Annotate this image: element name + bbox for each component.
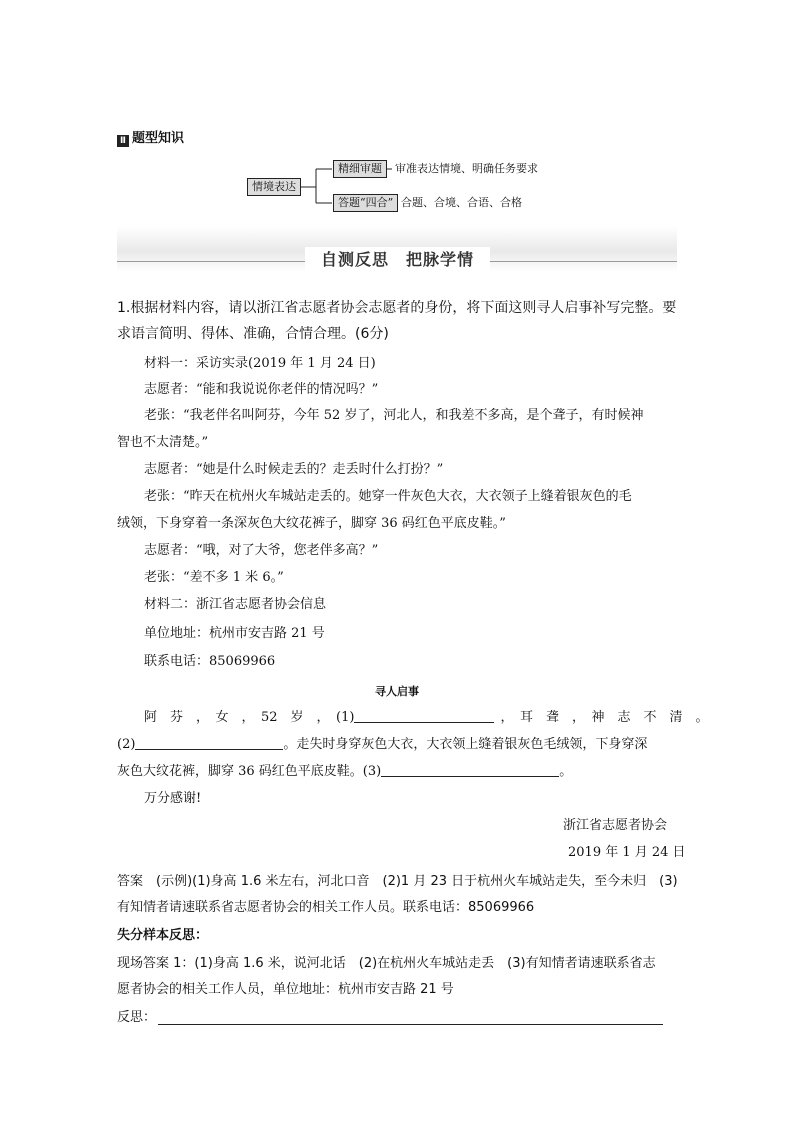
notice-thanks: 万分感谢! (144, 791, 202, 806)
answer-line-2: 有知情者请速联系省志愿者协会的相关工作人员。联系电话：85069966 (117, 900, 535, 915)
material-line: 志愿者：“她是什么时候走丢的？走丢时什么打扮？” (144, 462, 444, 477)
question-line-1: 1.根据材料内容，请以浙江省志愿者协会志愿者的身份，将下面这则寻人启事补写完整。要 (117, 300, 677, 316)
notice-title: 寻人启事 (375, 685, 419, 698)
section-badge: Ⅱ (117, 135, 129, 147)
notice-org: 浙江省志愿者协会 (563, 818, 668, 833)
material-line: 联系电话：85069966 (144, 654, 276, 669)
notice-date: 2019 年 1 月 24 日 (568, 845, 686, 860)
material-line: 材料二：浙江省志愿者协会信息 (144, 597, 327, 612)
blank-2[interactable] (135, 735, 283, 750)
reflection-answer-blank[interactable] (158, 1010, 663, 1025)
material-line: 单位地址：杭州市安吉路 21 号 (144, 626, 325, 641)
diagram-branch-desc-2: 合题、合境、合语、合格 (401, 196, 522, 209)
diagram-branch-node-1: 精细审题 (333, 160, 387, 178)
notice-text: (2) (117, 737, 136, 752)
diagram-branch-desc-1: 审准表达情境、明确任务要求 (395, 162, 538, 175)
reflection-sample-line-1: 现场答案 1：(1)身高 1.6 米，说河北话 (2)在杭州火车城站走丢 (3)有知情者请速联系省志 (117, 956, 656, 971)
notice-text: 阿 芬 ， 女 ， 52 岁 ， (1) (144, 710, 355, 725)
reflection-sample-line-2: 愿者协会的相关工作人员，单位地址：杭州市安吉路 21 号 (117, 982, 454, 997)
reflection-prompt (117, 1008, 156, 1028)
notice-text: 。走失时身穿灰色大衣，大衣领上缝着银灰色毛绒领，下身穿深 (283, 737, 648, 752)
material-line: 志愿者：“哦，对了大爷，您老伴多高？” (144, 543, 379, 558)
material-line: 志愿者：“能和我说说你老伴的情况吗？” (144, 382, 379, 397)
material-line: 老张：“差不多 1 米 6。” (144, 570, 284, 585)
material-line: 智也不太清楚。” (117, 435, 209, 450)
blank-3[interactable] (381, 762, 559, 777)
question-line-2: 求语言简明、得体、准确，合情合理。(6分) (117, 326, 389, 342)
diagram-branch-node-2: 答题“四合” (333, 194, 398, 212)
notice-text: ， 耳 聋 ， 神 志 不 清 。 (500, 710, 709, 725)
reflection-heading: 失分样本反思： (117, 928, 209, 943)
blank-1[interactable] (354, 708, 494, 723)
notice-row-2 (117, 735, 647, 755)
section-title: 题型知识 (132, 131, 185, 146)
notice-text: 。 (559, 764, 573, 779)
notice-text: 灰色大纹花裤，脚穿 36 码红色平底皮鞋。(3) (117, 764, 382, 779)
material-line: 老张：“昨天在杭州火车城站走丢的。她穿一件灰色大衣，大衣领子上缝着银灰色的毛 (144, 489, 632, 504)
notice-row-3 (117, 762, 572, 782)
material-line: 绒领，下身穿着一条深灰色大纹花裤子，脚穿 36 码红色平底皮鞋。” (117, 516, 506, 531)
banner-title: 自测反思 把脉学情 (305, 247, 490, 273)
material-line: 老张：“我老伴名叫阿芬，今年 52 岁了，河北人，和我差不多高，是个聋子，有时候神 (144, 408, 644, 423)
reflection-prompt-label: 反思： (117, 1010, 157, 1025)
notice-row-1 (144, 708, 708, 728)
answer-line-1: 答案 (示例)(1)身高 1.6 米左右，河北口音 (2)1 月 23 日于杭州火车城站走失，至今未归 (3) (117, 874, 678, 889)
material-line: 材料一：采访实录(2019 年 1 月 24 日) (144, 356, 376, 371)
diagram-root-node: 情境表达 (247, 178, 301, 196)
